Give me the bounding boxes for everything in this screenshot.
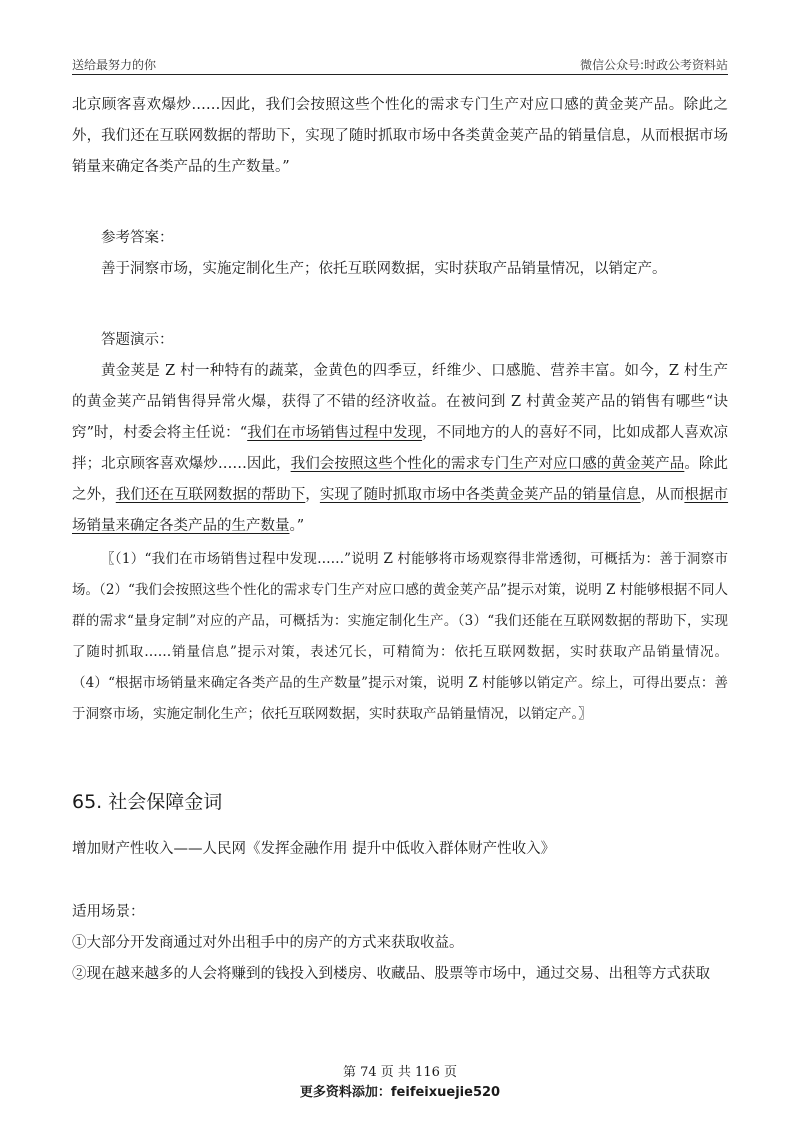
- answer-demo-label: 答题演示：: [101, 332, 174, 348]
- more-materials-contact: 更多资料添加：feifeixuejie520: [299, 1085, 501, 1100]
- section-title: 65. 社会保障金词: [72, 791, 223, 813]
- page-footer: [0, 1064, 800, 1102]
- document-body: [72, 90, 728, 990]
- demo-underline-5: 根据市场销量来确定各类产品的生产数量: [72, 487, 729, 534]
- page-header: [72, 52, 728, 75]
- scenario-item-2: ②现在越来越多的人会将赚到的钱投入到楼房、收藏品、股票等市场中，通过交易、出租等方式获取: [72, 966, 710, 982]
- header-slogan: 送给最努力的你: [72, 58, 157, 72]
- demo-text-1: 黄金荚是 Z 村一种特有的蔬菜，金黄色的四季豆，纤维少、口感脆、营养丰富。如今，Z 村生产的黄金荚产品销售得异常火爆，获得了不错的经济收益。在被问到 Z 村黄金荚产品的销售有哪些“诀窍”时，村委会将主任说：“: [72, 363, 728, 441]
- reference-answer-text: 善于洞察市场，实施定制化生产；依托互联网数据，实时获取产品销量情况，以销定产。: [101, 261, 667, 277]
- reference-answer-label: 参考答案：: [101, 230, 174, 246]
- demo-text-5: ，从而: [640, 487, 685, 503]
- demo-underline-1: 我们在市场销售过程中发现: [247, 425, 423, 441]
- section-source: 增加财产性收入——人民网《发挥金融作用 提升中低收入群体财产性收入》: [72, 841, 556, 857]
- page-number: 第 74 页 共 116 页: [342, 1065, 458, 1080]
- demo-text-6: 。”: [289, 518, 305, 534]
- demo-text-2: ，不同地方的人的喜好不同，比如成都人喜欢凉拌；北京顾客喜欢爆炒……因此，: [72, 425, 729, 472]
- demo-underline-3: 我们还在互联网数据的帮助下: [115, 487, 306, 503]
- demo-text-4: ，: [305, 487, 320, 503]
- demo-underline-2: 我们会按照这些个性化的需求专门生产对应口感的黄金荚产品: [290, 456, 685, 472]
- demo-text-3: 。除此之外，: [72, 456, 729, 503]
- demo-underline-4: 实现了随时抓取市场中各类黄金荚产品的销量信息: [319, 487, 641, 503]
- intro-paragraph: 北京顾客喜欢爆炒……因此，我们会按照这些个性化的需求专门生产对应口感的黄金荚产品。除此之外，我们还在互联网数据的帮助下，实现了随时抓取市场中各类黄金荚产品的销量信息，从而根据市场销量来确定各类产品的生产数量。”: [72, 97, 728, 175]
- analysis-note: 〖（1）“我们在市场销售过程中发现……”说明 Z 村能够将市场观察得非常透彻，可概括为：善于洞察市场。（2）“我们会按照这些个性化的需求专门生产对应口感的黄金荚产品”提示对策，说明 Z 村能够根据不同人群的需求“量身定制”对应的产品，可概括为：实施定制化生产。（3）“我们还能在互联网数据的帮助下，实现了随时抓取……销量信息”提示对策，表述冗长，可精简为：依托互联网数据，实时获取产品销量情况。（4）“根据市场销量来确定各类产品的生产数量”提示对策，说明 Z 村能够以销定产。综上，可得出要点：善于洞察市场，实施定制化生产；依托互联网数据，实时获取产品销量情况，以销定产。〗: [72, 551, 728, 722]
- answer-demo-paragraph: [72, 356, 728, 542]
- scenario-item-1: ①大部分开发商通过对外出租手中的房产的方式来获取收益。: [72, 935, 464, 951]
- scenario-label: 适用场景：: [72, 904, 145, 920]
- header-wechat-account: 微信公众号:时政公考资料站: [579, 58, 728, 72]
